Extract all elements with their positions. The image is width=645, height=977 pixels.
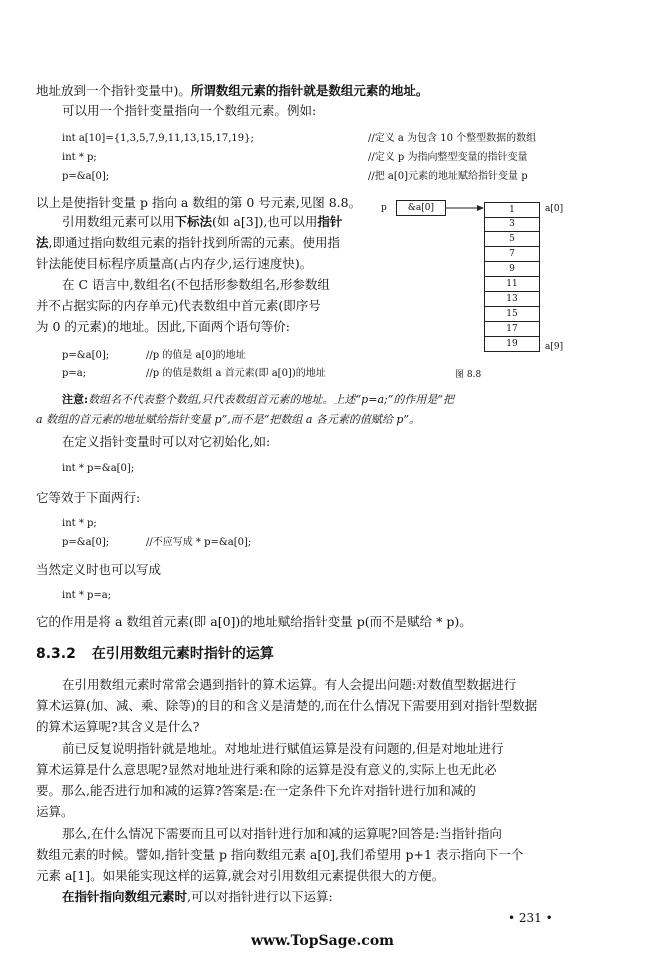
array-cell: 5 xyxy=(484,232,540,247)
text-line: 运算。 xyxy=(36,804,74,819)
bold-text: 下标法 xyxy=(174,214,213,229)
note-label: 注意: xyxy=(62,393,89,406)
bold-text: 在指针指向数组元素时 xyxy=(62,889,188,904)
array-cell: 19 xyxy=(484,337,540,352)
text-line: 以上是使指针变量 p 指向 a 数组的第 0 号元素,见图 8.8。 xyxy=(36,195,362,210)
section-number: 8.3.2 xyxy=(36,646,76,662)
pointer-box: &a[0] xyxy=(396,200,446,216)
text-line: 并不占据实际的内存单元)代表数组中首元素(即序号 xyxy=(36,298,321,313)
text-line: 元素 a[1]。如果能实现这样的运算,就会对引用数组元素提供很大的方便。 xyxy=(36,868,445,883)
code-line: int * p=&a[0]; xyxy=(62,463,135,474)
array-cell: 9 xyxy=(484,262,540,277)
text-line: 它的作用是将 a 数组首元素(即 a[0])的地址赋给指针变量 p(而不是赋给 * p)。 xyxy=(36,614,472,629)
bold-text: 指针 xyxy=(317,214,343,229)
text-line: 在定义指针变量时可以对它初始化,如: xyxy=(62,434,271,449)
section-title: 在引用数组元素时指针的运算 xyxy=(91,646,274,662)
code-comment: //p 的值是 a[0]的地址 xyxy=(146,350,246,361)
array-top-label: a[0] xyxy=(545,204,564,214)
text-run: ,可以对指针进行以下运算: xyxy=(187,889,333,904)
text-run: 地址放到一个指针变量中)。 xyxy=(36,83,191,98)
text-line xyxy=(62,213,342,231)
code-comment: //把 a[0]元素的地址赋给指针变量 p xyxy=(368,171,528,182)
text-line: 要。那么,能否进行加和减的运算?答案是:在一定条件下允许对指针进行加和减的 xyxy=(36,783,476,798)
text-line: 为 0 的元素)的地址。因此,下面两个语句等价: xyxy=(36,319,290,334)
code-comment: //p 的值是数组 a 首元素(即 a[0])的地址 xyxy=(146,368,326,379)
array-cell: 1 xyxy=(484,202,540,218)
code-comment: //定义 a 为包含 10 个整型数据的数组 xyxy=(368,133,537,144)
code-comment: //不应写成 * p=&a[0]; xyxy=(146,537,252,548)
pointer-label: p xyxy=(381,203,387,213)
text-line: 当然定义时也可以写成 xyxy=(36,562,162,577)
code-comment: //定义 p 为指向整型变量的指针变量 xyxy=(368,152,528,163)
code-line: p=&a[0]; xyxy=(62,350,110,361)
text-run: 数组名不代表整个数组,只代表数组首元素的地址。上述“p=a;”的作用是“把 xyxy=(88,393,454,406)
text-run: 引用数组元素可以用 xyxy=(62,214,175,229)
page-number: • 231 • xyxy=(508,911,553,925)
figure-caption: 图 8.8 xyxy=(455,370,482,380)
text-run: (如 a[3]),也可以用 xyxy=(212,214,318,229)
section-heading xyxy=(36,644,274,664)
pointer-arrow-icon xyxy=(446,200,486,216)
text-line: 可以用一个指针变量指向一个数组元素。例如: xyxy=(62,103,317,118)
code-line: int * p; xyxy=(62,152,97,163)
code-line: p=a; xyxy=(62,368,87,379)
array-cell: 13 xyxy=(484,292,540,307)
bold-text: 所谓数组元素的指针就是数组元素的地址。 xyxy=(190,83,429,98)
text-line: 数组元素的时候。譬如,指针变量 p 指向数组元素 a[0],我们希望用 p+1 表示指向下一个 xyxy=(36,847,524,862)
code-line: p=&a[0]; xyxy=(62,171,110,182)
text-run: ,即通过指向数组元素的指针找到所需的元素。使用指 xyxy=(48,235,340,250)
text-line: 的算术运算呢?其含义是什么? xyxy=(36,719,200,734)
text-line: 那么,在什么情况下需要而且可以对指针进行加和减的运算呢?回答是:当指针指向 xyxy=(62,826,502,841)
text-line xyxy=(36,82,428,100)
text-line: 算术运算(加、减、乘、除等)的目的和含义是清楚的,而在什么情况下需要用到对指针型数据 xyxy=(36,698,538,713)
array-bottom-label: a[9] xyxy=(545,342,564,352)
text-line xyxy=(36,234,340,252)
text-line: 算术运算是什么意思呢?显然对地址进行乘和除的运算是没有意义的,实际上也无此必 xyxy=(36,762,497,777)
bold-text: 法 xyxy=(36,235,49,250)
text-line: 在 C 语言中,数组名(不包括形参数组名,形参数组 xyxy=(62,277,330,292)
text-line: 针法能使目标程序质量高(占内存少,运行速度快)。 xyxy=(36,256,313,271)
code-line: int * p=a; xyxy=(62,590,112,601)
code-line: p=&a[0]; xyxy=(62,537,110,548)
array-cell: 17 xyxy=(484,322,540,337)
array-cell: 7 xyxy=(484,247,540,262)
code-line: int * p; xyxy=(62,518,97,529)
footer-url: www.TopSage.com xyxy=(251,933,394,949)
text-line xyxy=(62,888,333,906)
code-line: int a[10]={1,3,5,7,9,11,13,15,17,19}; xyxy=(62,133,254,144)
array-cell: 3 xyxy=(484,217,540,232)
array-cell: 11 xyxy=(484,277,540,292)
text-line: 在引用数组元素时常常会遇到指针的算术运算。有人会提出问题:对数值型数据进行 xyxy=(62,677,517,692)
note-line xyxy=(62,391,454,408)
note-line: a 数组的首元素的地址赋给指针变量 p”,而不是“把数组 a 各元素的值赋给 p”。 xyxy=(36,413,421,426)
array-cell: 15 xyxy=(484,307,540,322)
text-line: 前已反复说明指针就是地址。对地址进行赋值运算是没有问题的,但是对地址进行 xyxy=(62,741,504,756)
text-line: 它等效于下面两行: xyxy=(36,490,141,505)
